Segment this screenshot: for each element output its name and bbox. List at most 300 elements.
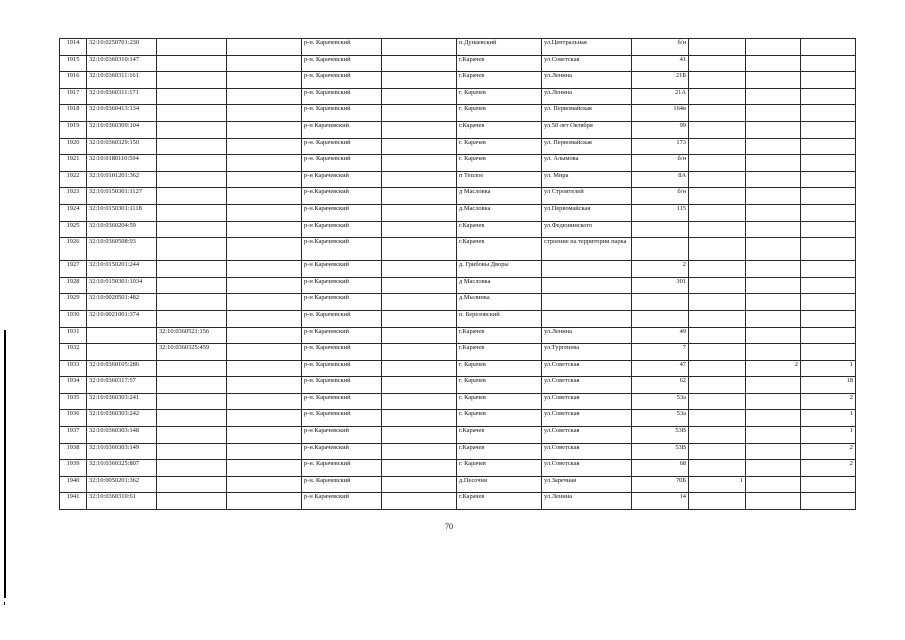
registry-table-body [60, 39, 856, 510]
locality-cell: п. Березовский [457, 310, 542, 327]
cadastral-number-alt-cell [157, 393, 227, 410]
empty-cell [227, 410, 302, 427]
value-cell-3: 2 [801, 443, 856, 460]
locality-cell: д.Масловка [457, 204, 542, 221]
table-row [60, 310, 856, 327]
house-number-cell: 8А [632, 171, 689, 188]
cadastral-number-cell: 32:10:0150201:244 [87, 261, 157, 278]
house-number-cell: 53а [632, 393, 689, 410]
value-cell-1 [689, 55, 746, 72]
district-cell: р-н. Карачевский [302, 55, 382, 72]
row-number-cell: 1930 [60, 310, 87, 327]
cadastral-number-cell: 32:10:0360105:286 [87, 360, 157, 377]
empty-cell [382, 88, 457, 105]
row-number-cell: 1931 [60, 327, 87, 344]
house-number-cell: 47 [632, 360, 689, 377]
empty-cell [382, 344, 457, 361]
row-number-cell: 1921 [60, 155, 87, 172]
table-row [60, 72, 856, 89]
empty-cell [382, 310, 457, 327]
value-cell-3 [801, 88, 856, 105]
empty-cell [382, 121, 457, 138]
house-number-cell: 53а [632, 410, 689, 427]
cadastral-number-cell: 32:10:0360413:134 [87, 105, 157, 122]
table-row [60, 238, 856, 261]
value-cell-2 [746, 221, 801, 238]
value-cell-2 [746, 72, 801, 89]
locality-cell: г.Карачев [457, 427, 542, 444]
house-number-cell: б/н [632, 155, 689, 172]
cadastral-number-alt-cell [157, 204, 227, 221]
value-cell-3 [801, 121, 856, 138]
district-cell: р-н Карачевский [302, 277, 382, 294]
table-row [60, 294, 856, 311]
table-row [60, 121, 856, 138]
row-number-cell: 1923 [60, 188, 87, 205]
district-cell: р-н. Карачевский [302, 88, 382, 105]
row-number-cell: 1925 [60, 221, 87, 238]
cadastral-number-alt-cell [157, 427, 227, 444]
house-number-cell: 173 [632, 138, 689, 155]
value-cell-3 [801, 294, 856, 311]
street-cell: ул. Алымова [542, 155, 632, 172]
cadastral-number-alt-cell [157, 410, 227, 427]
row-number-cell: 1919 [60, 121, 87, 138]
value-cell-2 [746, 277, 801, 294]
empty-cell [382, 72, 457, 89]
street-cell: ул.Советская [542, 410, 632, 427]
district-cell: р-н Карачевский [302, 427, 382, 444]
street-cell: ул.Советская [542, 427, 632, 444]
row-number-cell: 1934 [60, 377, 87, 394]
house-number-cell: 115 [632, 204, 689, 221]
empty-cell [227, 138, 302, 155]
cadastral-number-alt-cell [157, 476, 227, 493]
row-number-cell: 1939 [60, 460, 87, 477]
value-cell-3 [801, 72, 856, 89]
empty-cell [227, 427, 302, 444]
street-cell: ул Строителей [542, 188, 632, 205]
empty-cell [382, 327, 457, 344]
district-cell: р-н. Карачевский [302, 105, 382, 122]
locality-cell: г.Карачев [457, 238, 542, 261]
row-number-cell: 1932 [60, 344, 87, 361]
locality-cell: г.Карачев [457, 493, 542, 510]
house-number-cell: 2 [632, 261, 689, 278]
cadastral-number-cell: 32:10:0360309:104 [87, 121, 157, 138]
empty-cell [382, 55, 457, 72]
value-cell-1 [689, 360, 746, 377]
cadastral-number-alt-cell [157, 261, 227, 278]
house-number-cell: 21Б [632, 72, 689, 89]
table-row [60, 493, 856, 510]
street-cell: ул.Советская [542, 360, 632, 377]
locality-cell: г. Карачев [457, 360, 542, 377]
cadastral-number-alt-cell [157, 138, 227, 155]
value-cell-2 [746, 155, 801, 172]
value-cell-1 [689, 427, 746, 444]
value-cell-2 [746, 393, 801, 410]
row-number-cell: 1929 [60, 294, 87, 311]
street-cell: ул.Ленина [542, 72, 632, 89]
street-cell [542, 310, 632, 327]
cadastral-number-alt-cell: 32:10:0360521:156 [157, 327, 227, 344]
value-cell-3 [801, 261, 856, 278]
value-cell-1 [689, 171, 746, 188]
district-cell: р-н Карачевский [302, 493, 382, 510]
cadastral-number-alt-cell [157, 88, 227, 105]
value-cell-2 [746, 460, 801, 477]
house-number-cell: 70Б [632, 476, 689, 493]
value-cell-3 [801, 171, 856, 188]
district-cell: р-н Карачевский [302, 121, 382, 138]
value-cell-1 [689, 377, 746, 394]
street-cell [542, 277, 632, 294]
house-number-cell: 7 [632, 344, 689, 361]
district-cell: р-н. Карачевский [302, 72, 382, 89]
house-number-cell: б/н [632, 188, 689, 205]
value-cell-1 [689, 188, 746, 205]
house-number-cell: 53В [632, 427, 689, 444]
value-cell-2 [746, 261, 801, 278]
empty-cell [382, 204, 457, 221]
row-number-cell: 1916 [60, 72, 87, 89]
value-cell-2 [746, 88, 801, 105]
empty-cell [382, 105, 457, 122]
value-cell-3 [801, 105, 856, 122]
cadastral-number-alt-cell [157, 39, 227, 56]
district-cell: р-н. Карачевский [302, 138, 382, 155]
value-cell-1 [689, 39, 746, 56]
house-number-cell: 99 [632, 121, 689, 138]
cadastral-number-alt-cell [157, 238, 227, 261]
cadastral-number-cell: 32:10:0360303:242 [87, 410, 157, 427]
value-cell-1 [689, 310, 746, 327]
locality-cell: д.Песочня [457, 476, 542, 493]
cadastral-number-cell: 32:10:0360508:93 [87, 238, 157, 261]
value-cell-2 [746, 344, 801, 361]
empty-cell [382, 460, 457, 477]
cadastral-number-alt-cell [157, 171, 227, 188]
value-cell-1 [689, 294, 746, 311]
street-cell: ул. Первомайская [542, 105, 632, 122]
value-cell-1 [689, 121, 746, 138]
street-cell [542, 261, 632, 278]
value-cell-1 [689, 221, 746, 238]
table-row [60, 360, 856, 377]
cadastral-number-cell: 32:10:0360303:241 [87, 393, 157, 410]
locality-cell: г. Карачев [457, 138, 542, 155]
cadastral-number-cell: 32:10:0360310:61 [87, 493, 157, 510]
cadastral-number-cell: 32:10:0150301:1118 [87, 204, 157, 221]
value-cell-1 [689, 327, 746, 344]
district-cell: р-н. Карачевский [302, 377, 382, 394]
empty-cell [227, 88, 302, 105]
value-cell-2 [746, 493, 801, 510]
house-number-cell: 21А [632, 88, 689, 105]
cadastral-number-cell: 32:10:0360303:148 [87, 427, 157, 444]
cadastral-number-cell: 32:10:0360311:161 [87, 72, 157, 89]
empty-cell [227, 238, 302, 261]
table-row [60, 105, 856, 122]
value-cell-3 [801, 476, 856, 493]
row-number-cell: 1926 [60, 238, 87, 261]
table-row [60, 39, 856, 56]
value-cell-3: 18 [801, 377, 856, 394]
row-number-cell: 1937 [60, 427, 87, 444]
empty-cell [227, 344, 302, 361]
cadastral-number-alt-cell [157, 460, 227, 477]
district-cell: р-н.Карачевский [302, 188, 382, 205]
street-cell: ул.Ленина [542, 327, 632, 344]
district-cell: р-н. Карачевский [302, 310, 382, 327]
value-cell-3 [801, 155, 856, 172]
empty-cell [382, 221, 457, 238]
value-cell-3 [801, 221, 856, 238]
table-row [60, 410, 856, 427]
empty-cell [227, 327, 302, 344]
value-cell-2 [746, 39, 801, 56]
cadastral-number-cell: 32:10:0360311:171 [87, 88, 157, 105]
value-cell-2 [746, 294, 801, 311]
value-cell-2 [746, 377, 801, 394]
locality-cell: г.Карачев [457, 221, 542, 238]
value-cell-2 [746, 204, 801, 221]
value-cell-1 [689, 493, 746, 510]
street-cell: ул.Советская [542, 460, 632, 477]
row-number-cell: 1924 [60, 204, 87, 221]
empty-cell [227, 72, 302, 89]
cadastral-number-cell: 32:10:0360303:149 [87, 443, 157, 460]
value-cell-2 [746, 443, 801, 460]
locality-cell: г. Карачев [457, 155, 542, 172]
empty-cell [227, 121, 302, 138]
locality-cell: г. Карачев [457, 410, 542, 427]
row-number-cell: 1936 [60, 410, 87, 427]
scan-margin-line [4, 330, 6, 598]
cadastral-number-cell: 32:10:0250701:230 [87, 39, 157, 56]
street-cell: ул.Советская [542, 443, 632, 460]
table-row [60, 460, 856, 477]
value-cell-3 [801, 277, 856, 294]
table-row [60, 88, 856, 105]
locality-cell: г.Карачев [457, 121, 542, 138]
street-cell: ул.Советская [542, 377, 632, 394]
value-cell-1 [689, 393, 746, 410]
cadastral-number-alt-cell [157, 155, 227, 172]
house-number-cell: 53В [632, 443, 689, 460]
value-cell-1 [689, 138, 746, 155]
cadastral-number-cell: 32:10:0360329:150 [87, 138, 157, 155]
value-cell-1 [689, 155, 746, 172]
street-cell: ул.Заречная [542, 476, 632, 493]
empty-cell [382, 261, 457, 278]
cadastral-number-alt-cell [157, 188, 227, 205]
row-number-cell: 1918 [60, 105, 87, 122]
cadastral-number-alt-cell [157, 294, 227, 311]
locality-cell: г.Карачев [457, 72, 542, 89]
cadastral-number-cell: 32:10:0180110:594 [87, 155, 157, 172]
district-cell: р-н. Карачевский [302, 344, 382, 361]
table-row [60, 55, 856, 72]
cadastral-number-cell [87, 327, 157, 344]
value-cell-1 [689, 261, 746, 278]
locality-cell: г. Карачев [457, 105, 542, 122]
value-cell-1 [689, 204, 746, 221]
table-row [60, 443, 856, 460]
cadastral-number-cell: 32:10:0101201:362 [87, 171, 157, 188]
district-cell: р-н. Карачевский [302, 393, 382, 410]
street-cell: ул.Первомайская [542, 204, 632, 221]
value-cell-2 [746, 121, 801, 138]
row-number-cell: 1941 [60, 493, 87, 510]
value-cell-2 [746, 138, 801, 155]
cadastral-number-cell: 32:10:0360317:57 [87, 377, 157, 394]
locality-cell: г.Карачев [457, 443, 542, 460]
empty-cell [227, 393, 302, 410]
cadastral-number-cell: 32:10:0021001:374 [87, 310, 157, 327]
locality-cell: г. Карачев [457, 377, 542, 394]
empty-cell [382, 138, 457, 155]
row-number-cell: 1928 [60, 277, 87, 294]
value-cell-3 [801, 39, 856, 56]
cadastral-number-alt-cell [157, 55, 227, 72]
empty-cell [382, 171, 457, 188]
table-row [60, 327, 856, 344]
value-cell-3 [801, 238, 856, 261]
street-cell: ул.Советская [542, 393, 632, 410]
empty-cell [227, 460, 302, 477]
table-row [60, 188, 856, 205]
empty-cell [227, 204, 302, 221]
empty-cell [227, 188, 302, 205]
value-cell-2 [746, 410, 801, 427]
value-cell-3: 2 [801, 460, 856, 477]
table-row [60, 221, 856, 238]
empty-cell [382, 188, 457, 205]
table-row [60, 476, 856, 493]
page-number: 70 [445, 522, 453, 531]
value-cell-2 [746, 171, 801, 188]
street-cell: ул.Тургенева [542, 344, 632, 361]
district-cell: р-н Карачевский [302, 261, 382, 278]
street-cell: ул. Первомайская [542, 138, 632, 155]
empty-cell [227, 55, 302, 72]
empty-cell [382, 238, 457, 261]
house-number-cell: 41 [632, 55, 689, 72]
value-cell-1 [689, 277, 746, 294]
value-cell-3 [801, 204, 856, 221]
empty-cell [227, 377, 302, 394]
house-number-cell [632, 221, 689, 238]
house-number-cell: 49 [632, 327, 689, 344]
house-number-cell: б/н [632, 39, 689, 56]
value-cell-1 [689, 105, 746, 122]
value-cell-3: 1 [801, 427, 856, 444]
district-cell: р-н Карачевский [302, 171, 382, 188]
locality-cell: г. Карачев [457, 88, 542, 105]
value-cell-1 [689, 443, 746, 460]
district-cell: р-н Карачевский [302, 327, 382, 344]
empty-cell [227, 493, 302, 510]
row-number-cell: 1933 [60, 360, 87, 377]
value-cell-2 [746, 55, 801, 72]
cadastral-number-cell: 32:10:0150301:1127 [87, 188, 157, 205]
empty-cell [382, 427, 457, 444]
locality-cell: д Масловка [457, 277, 542, 294]
value-cell-3 [801, 344, 856, 361]
district-cell: р-н. Карачевский [302, 460, 382, 477]
street-cell: ул.Советская [542, 55, 632, 72]
street-cell: ул.Ленина [542, 493, 632, 510]
district-cell: р-н. Карачевский [302, 476, 382, 493]
value-cell-2 [746, 427, 801, 444]
empty-cell [227, 261, 302, 278]
row-number-cell: 1915 [60, 55, 87, 72]
table-row [60, 427, 856, 444]
empty-cell [382, 476, 457, 493]
value-cell-1 [689, 238, 746, 261]
district-cell: р-н Карачевский [302, 221, 382, 238]
house-number-cell: 164в [632, 105, 689, 122]
empty-cell [382, 39, 457, 56]
row-number-cell: 1917 [60, 88, 87, 105]
street-cell: ул.Ленина [542, 88, 632, 105]
empty-cell [227, 294, 302, 311]
cadastral-number-alt-cell [157, 377, 227, 394]
value-cell-2 [746, 476, 801, 493]
district-cell: р-н. Карачевский [302, 410, 382, 427]
cadastral-number-cell: 32:10:0050201:362 [87, 476, 157, 493]
district-cell: р-н Карачевский [302, 294, 382, 311]
row-number-cell: 1922 [60, 171, 87, 188]
table-row [60, 344, 856, 361]
cadastral-number-alt-cell [157, 277, 227, 294]
row-number-cell: 1940 [60, 476, 87, 493]
empty-cell [382, 155, 457, 172]
empty-cell [227, 39, 302, 56]
value-cell-3 [801, 188, 856, 205]
empty-cell [382, 277, 457, 294]
table-row [60, 171, 856, 188]
cadastral-number-alt-cell [157, 310, 227, 327]
table-row [60, 204, 856, 221]
empty-cell [227, 155, 302, 172]
table-row [60, 277, 856, 294]
value-cell-1 [689, 460, 746, 477]
cadastral-number-alt-cell: 32:10:0360325:459 [157, 344, 227, 361]
street-cell: строение на территории парка [542, 238, 632, 261]
value-cell-1 [689, 88, 746, 105]
cadastral-number-alt-cell [157, 105, 227, 122]
locality-cell: п Теплое [457, 171, 542, 188]
table-row [60, 393, 856, 410]
locality-cell: г. Карачев [457, 460, 542, 477]
district-cell: р-н. Карачевский [302, 39, 382, 56]
value-cell-3 [801, 55, 856, 72]
empty-cell [227, 360, 302, 377]
value-cell-3: 2 [801, 393, 856, 410]
locality-cell: д.Мылинка [457, 294, 542, 311]
locality-cell: д Масловка [457, 188, 542, 205]
value-cell-3 [801, 493, 856, 510]
house-number-cell [632, 238, 689, 261]
district-cell: р-н. Карачевский [302, 360, 382, 377]
empty-cell [227, 105, 302, 122]
district-cell: р-н.Карачевский [302, 238, 382, 261]
empty-cell [382, 443, 457, 460]
table-row [60, 155, 856, 172]
